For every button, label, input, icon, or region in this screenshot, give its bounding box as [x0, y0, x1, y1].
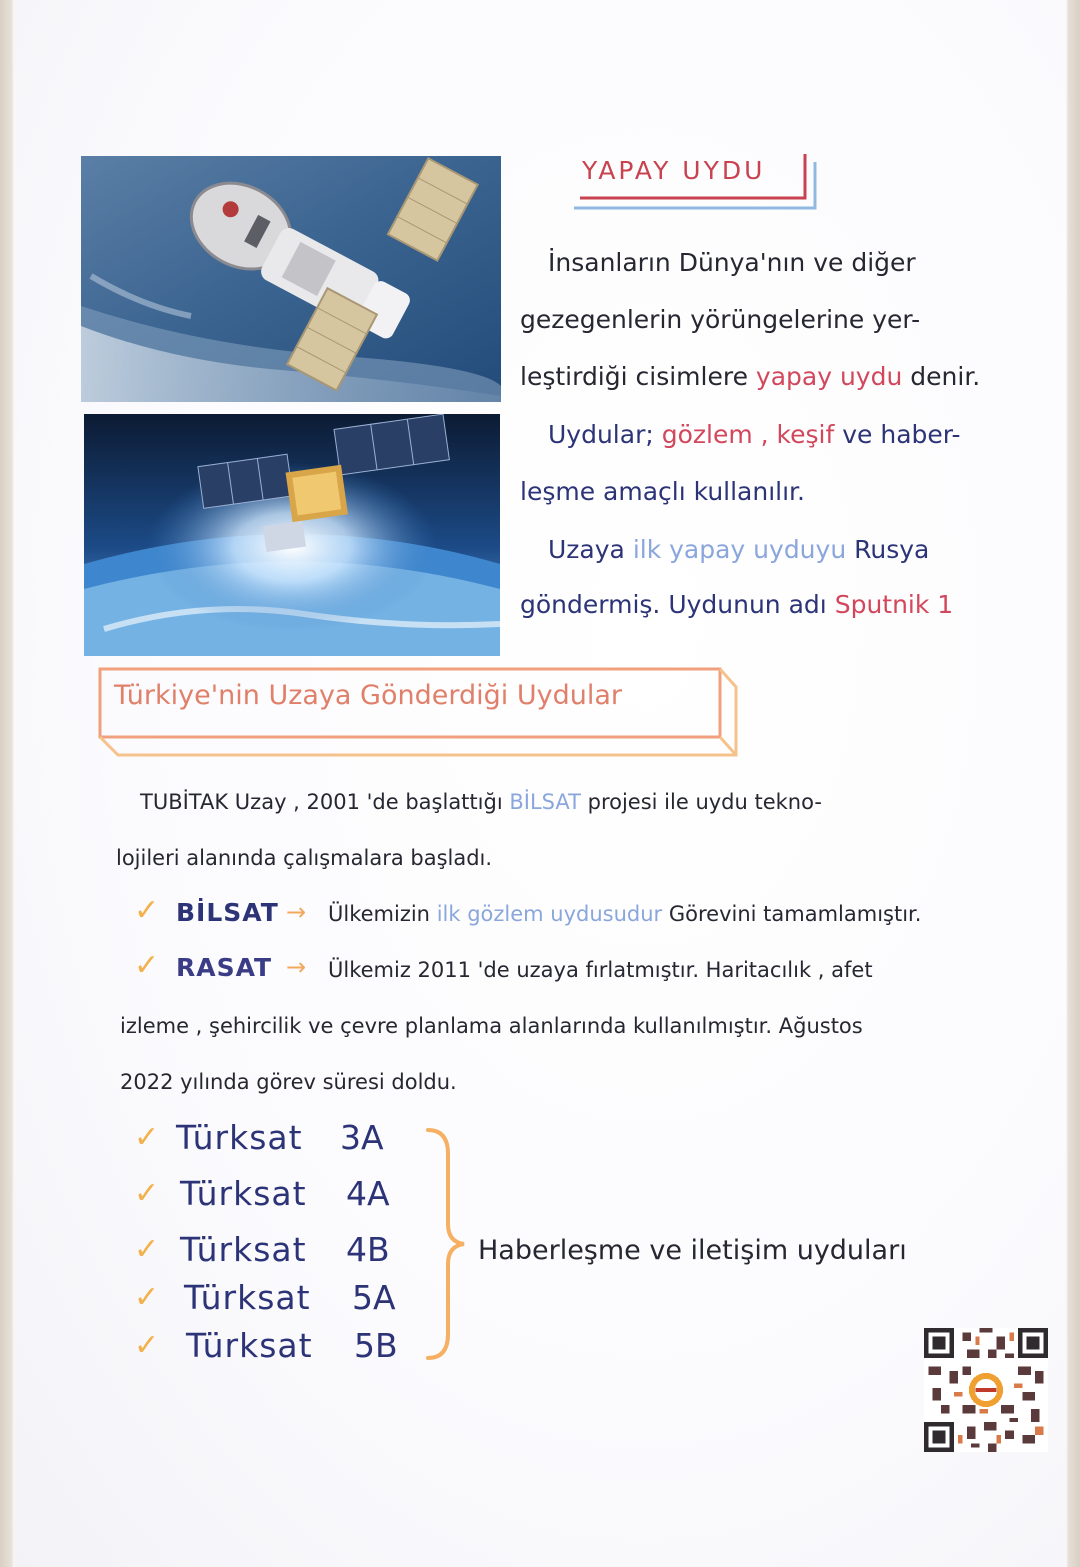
intro-line-5: leşme amaçlı kullanılır. [520, 477, 805, 506]
turksat-code: 5B [354, 1326, 398, 1365]
intro-line-4: Uydular; gözlem , keşif ve haber- [548, 420, 961, 449]
arrow-right-icon: → [286, 953, 307, 981]
intro-line-7: göndermiş. Uydunun adı Sputnik 1 [520, 590, 954, 619]
intro-line-2: gezegenlerin yörüngelerine yer- [520, 305, 921, 334]
rasat-line-1: Ülkemiz 2011 'de uzaya fırlatmıştır. Haritacılık , afet [328, 958, 873, 982]
qr-code-icon [924, 1328, 1048, 1452]
section-title: Türkiye'nin Uzaya Gönderdiği Uydular [114, 680, 622, 711]
turksat-name: Türksat [184, 1278, 311, 1317]
title-frame [570, 150, 840, 220]
check-icon: ✓ [134, 1328, 160, 1363]
tubitak-line-2: lojileri alanında çalışmalara başladı. [116, 846, 493, 870]
turksat-code: 4B [346, 1230, 390, 1269]
bilsat-label: BİLSAT [176, 898, 279, 927]
check-icon: ✓ [134, 1120, 160, 1155]
check-icon: ✓ [134, 1176, 160, 1211]
rasat-line-2: izleme , şehircilik ve çevre planlama alanlarında kullanılmıştır. Ağustos [120, 1014, 863, 1038]
turksat-code: 4A [346, 1174, 390, 1213]
turksat-name: Türksat [176, 1118, 303, 1157]
rasat-line-3: 2022 yılında görev süresi doldu. [120, 1070, 457, 1094]
intro-line-1: İnsanların Dünya'nın ve diğer [548, 248, 916, 277]
rasat-label: RASAT [176, 953, 273, 982]
satellite-photo [84, 414, 500, 656]
check-icon: ✓ [134, 893, 160, 928]
curly-brace [420, 1124, 470, 1364]
check-icon: ✓ [134, 948, 160, 983]
page-title: YAPAY UYDU [582, 156, 766, 185]
turksat-code: 5A [352, 1278, 396, 1317]
turksat-code: 3A [340, 1118, 384, 1157]
spacecraft-photo [81, 156, 501, 402]
turksat-note: Haberleşme ve iletişim uyduları [478, 1235, 907, 1266]
check-icon: ✓ [134, 1232, 160, 1267]
turksat-name: Türksat [180, 1230, 307, 1269]
check-icon: ✓ [134, 1280, 160, 1315]
turksat-name: Türksat [180, 1174, 307, 1213]
tubitak-line-1: TUBİTAK Uzay , 2001 'de başlattığı BİLSAT projesi ile uydu tekno- [140, 790, 822, 814]
turksat-name: Türksat [186, 1326, 313, 1365]
bilsat-description: Ülkemizin ilk gözlem uydusudur Görevini tamamlamıştır. [328, 902, 922, 926]
yapay-uydu-highlight: yapay uydu [755, 362, 903, 391]
intro-line-6: Uzaya ilk yapay uyduyu Rusya [548, 535, 930, 564]
sputnik-highlight: Sputnik 1 [834, 590, 954, 619]
intro-line-3: leştirdiği cisimlere yapay uydu denir. [520, 362, 981, 391]
arrow-right-icon: → [286, 898, 307, 926]
